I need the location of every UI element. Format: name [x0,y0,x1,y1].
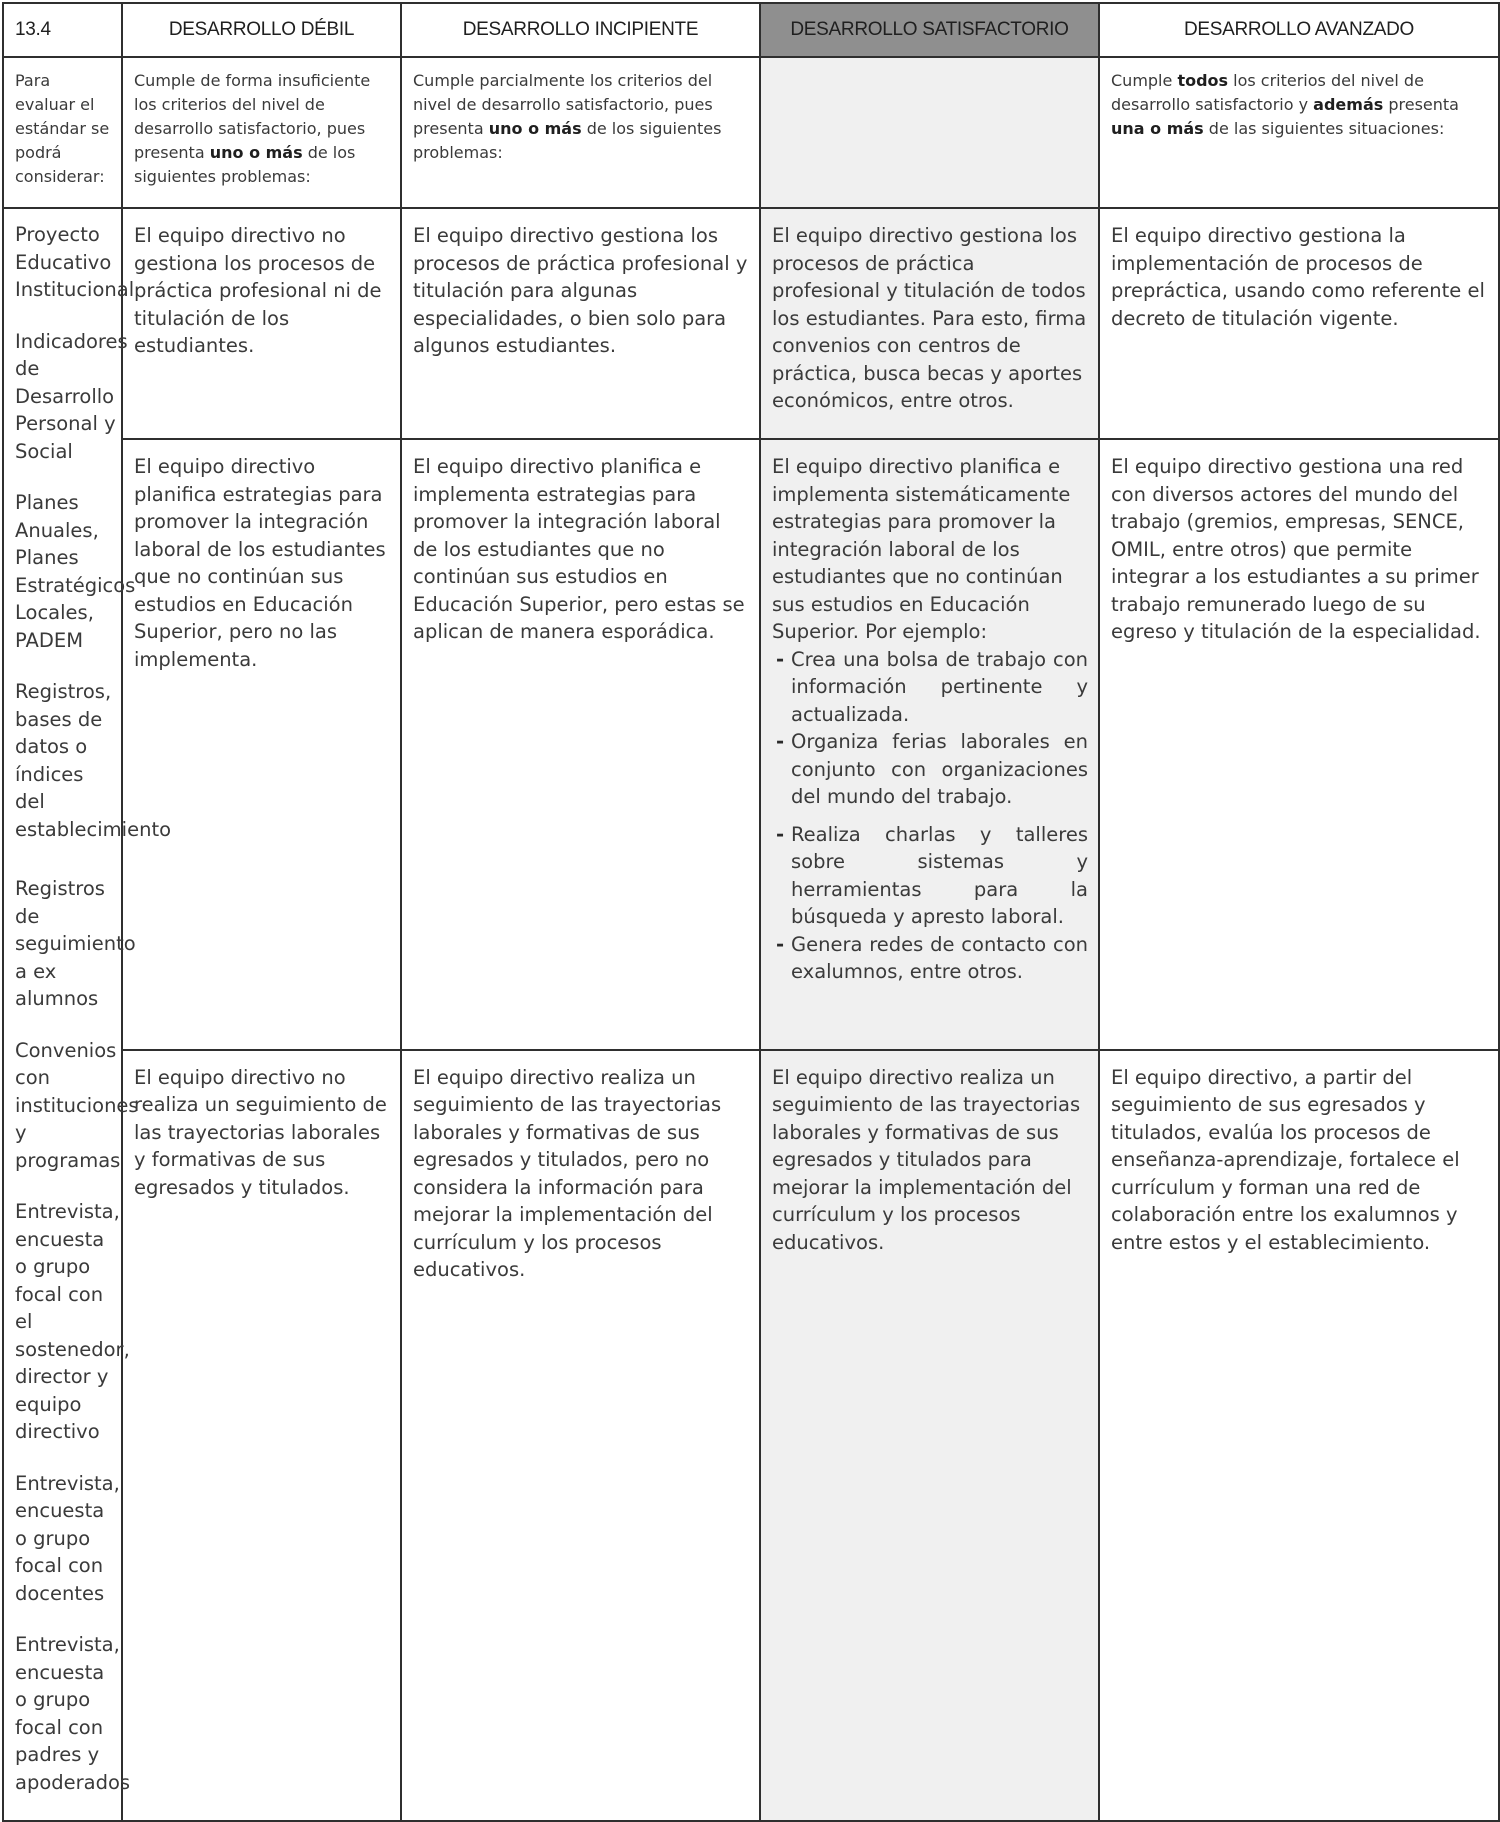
example-item: - Crea una bolsa de trabajo con información pertinente y actualizada. [776,647,1088,726]
cell-satisfactorio: El equipo directivo realiza un seguimiento de las trayectorias laborales y formativas de sus egresados y titulados para mejorar la implementación del currículum y los procesos educativos. [760,1050,1099,1821]
cell-incipiente: El equipo directivo gestiona los procesos de práctica profesional y titulación para algunas especialidades, o bien solo para algunos estudiantes. [401,208,760,439]
cell-incipiente: El equipo directivo realiza un seguimiento de las trayectorias laborales y formativas de sus egresados y titulados, pero no considera la información para mejorar la implementación del currículum y los procesos educativos. [401,1050,760,1821]
cell-satisfactorio-text: El equipo directivo planifica e implementa sistemáticamente estrategias para promover la integración laboral de los estudiantes que no continúan sus estudios en Educación Superior. Por ejemplo: [772,455,1071,644]
cell-avanzado: El equipo directivo gestiona una red con diversos actores del mundo del trabajo (gremios, empresas, SENCE, OMIL, entre otros) que permite integrar a los estudiantes a su primer trabajo remunerado luego de su egreso y titulación de la especialidad. [1099,439,1499,1049]
source-item: Entrevista, encuesta o grupo focal con docentes [15,1471,120,1605]
col-header-debil: DESARROLLO DÉBIL [122,3,401,57]
example-item: - Realiza charlas y talleres sobre sistemas y herramientas para la búsqueda y apresto laboral. [776,822,1088,929]
rubric-row-3 [3,1050,1499,1821]
rubric-row-2 [3,439,1499,1049]
dash-bullet-icon: - [776,647,785,671]
cell-debil: El equipo directivo no gestiona los procesos de práctica profesional ni de titulación de los estudiantes. [122,208,401,439]
source-item: Entrevista, encuesta o grupo focal con el sostenedor, director y equipo directivo [15,1200,130,1443]
subheader-satisfactorio [760,57,1099,208]
col-header-avanzado: DESARROLLO AVANZADO [1099,3,1499,57]
example-item: - Genera redes de contacto con exalumnos, entre otros. [776,932,1088,984]
dash-bullet-icon: - [776,730,785,754]
rubric-row-1 [3,208,1499,439]
col-header-incipiente: DESARROLLO INCIPIENTE [401,3,760,57]
rubric-table [2,2,1500,1822]
evidence-sources [3,208,172,1821]
cell-satisfactorio [760,439,1099,1049]
example-item: - Organiza ferias laborales en conjunto con organizaciones del mundo del trabajo. [776,730,1088,809]
source-item: Convenios con instituciones y programas [15,1038,139,1172]
example-list [772,646,1088,986]
cell-debil: El equipo directivo planifica estrategias para promover la integración laboral de los estudiantes que no continúan sus estudios en Educación Superior, pero no las implementa. [122,439,401,1049]
rubric-page [2,2,1498,1794]
dash-bullet-icon: - [776,822,785,846]
source-item: Proyecto Educativo Institucional [15,223,135,301]
source-item: Registros, bases de datos o índices del establecimiento [15,680,172,841]
cell-satisfactorio: El equipo directivo gestiona los procesos de práctica profesional y titulación de todos los estudiantes. Para esto, firma convenios con centros de práctica, busca becas y aportes económicos, entre otros. [760,208,1099,439]
subheader-incipiente: Cumple parcialmente los criterios del nivel de desarrollo satisfactorio, pues presenta uno o más de los siguientes problemas: [401,57,760,208]
col-header-satisfactorio: DESARROLLO SATISFACTORIO [760,3,1099,57]
side-intro: Para evaluar el estándar se podrá considerar: [3,57,122,208]
subheader-avanzado: Cumple todos los criterios del nivel de desarrollo satisfactorio y además presenta una o más de las siguientes situaciones: [1099,57,1499,208]
cell-incipiente: El equipo directivo planifica e implementa estrategias para promover la integración laboral de los estudiantes que no continúan sus estudios en Educación Superior, pero estas se aplican de manera esporádica. [401,439,760,1049]
header-row [3,3,1499,57]
cell-avanzado: El equipo directivo gestiona la implementación de procesos de prepráctica, usando como referente el decreto de titulación vigente. [1099,208,1499,439]
dash-bullet-icon: - [776,932,785,956]
source-item: Registros de seguimiento a ex alumnos [15,877,136,1010]
subheader-debil: Cumple de forma insuficiente los criterios del nivel de desarrollo satisfactorio, pues presenta uno o más de los siguientes problemas: [122,57,401,208]
source-item: Entrevista, encuesta o grupo focal con padres y apoderados [15,1633,131,1794]
standard-number: 13.4 [3,3,122,57]
source-item: Indicadores de Desarrollo Personal y Social [15,329,128,463]
cell-debil: El equipo directivo no realiza un seguimiento de las trayectorias laborales y formativas de sus egresados y titulados. [122,1050,401,1821]
source-item: Planes Anuales, Planes Estratégicos Locales, PADEM [15,491,136,652]
subheader-row [3,57,1499,208]
cell-avanzado: El equipo directivo, a partir del seguimiento de sus egresados y titulados, evalúa los procesos de enseñanza-aprendizaje, fortalece el currículum y forman una red de colaboración entre los exalumnos y entre estos y el establecimiento. [1099,1050,1499,1821]
